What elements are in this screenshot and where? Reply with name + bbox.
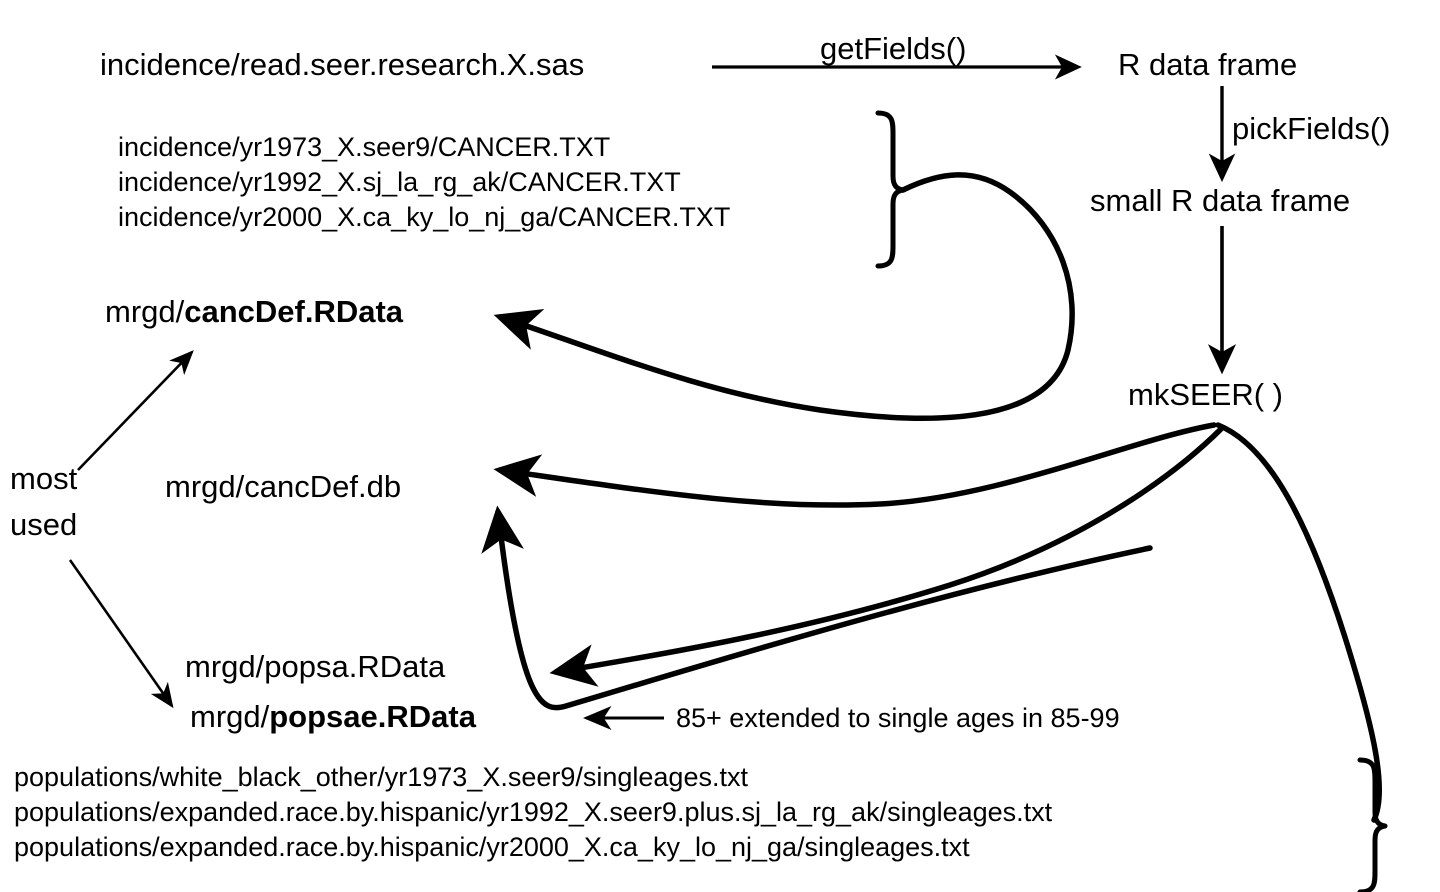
node-cancdef-db: mrgd/cancDef.db [165,469,402,504]
note-85plus-extended: 85+ extended to single ages in 85-99 [676,703,1120,733]
node-cancdef-rdata-prefix: mrgd/ [105,294,185,329]
node-r-data-frame: R data frame [1118,47,1298,82]
node-popsae-rdata-name: popsae.RData [269,699,476,734]
edge-mostused-to-popsae [70,560,172,706]
incidence-file-1: incidence/yr1973_X.seer9/CANCER.TXT [118,132,611,162]
label-most-used-line2: used [10,507,78,542]
node-mkseer: mkSEER( ) [1128,377,1283,412]
incidence-file-list [118,130,730,235]
brace-population-files [1360,760,1385,892]
edge-label-pickfields: pickFields() [1232,111,1391,146]
node-sas-script: incidence/read.seer.research.X.sas [100,47,585,82]
node-popsae-rdata-prefix: mrgd/ [190,699,270,734]
population-file-2: populations/expanded.race.by.hispanic/yr1992_X.seer9.plus.sj_la_rg_ak/singleages.txt [14,797,1053,828]
edge-mostused-to-cancdef [78,352,192,470]
edge-label-getfields: getFields() [820,31,967,66]
brace-incidence-files [878,113,903,266]
edge-mkseer-to-cancdef-db [500,425,1214,505]
node-popsa-rdata: mrgd/popsa.RData [185,649,446,684]
population-file-3: populations/expanded.race.by.hispanic/yr2000_X.ca_ky_lo_nj_ga/singleages.txt [14,832,970,863]
node-small-r-data-frame: small R data frame [1090,183,1351,218]
incidence-file-3: incidence/yr2000_X.ca_ky_lo_nj_ga/CANCER.TXT [118,202,731,233]
node-popsae-rdata [190,700,476,735]
population-file-1: populations/white_black_other/yr1973_X.seer9/singleages.txt [14,762,748,792]
edge-popsae-to-cancdef-db [498,512,1150,708]
incidence-file-2: incidence/yr1992_X.sj_la_rg_ak/CANCER.TXT [118,167,681,198]
node-cancdef-rdata-name: cancDef.RData [184,294,404,329]
node-cancdef-rdata [105,295,403,330]
label-most-used-line1: most [10,461,78,496]
population-file-list [14,760,1052,865]
